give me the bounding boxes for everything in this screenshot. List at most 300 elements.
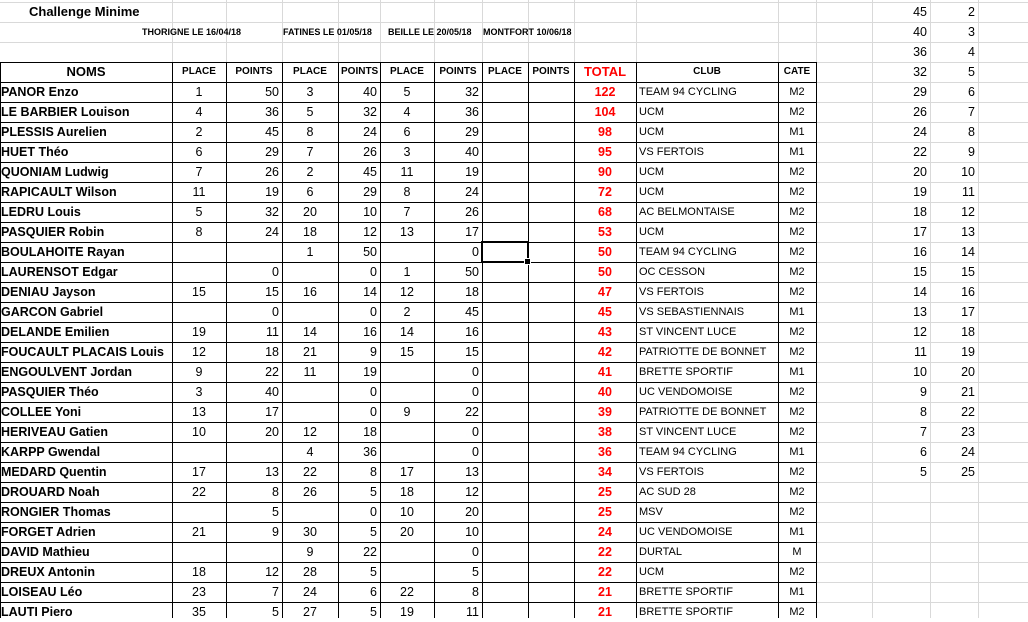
place-cell[interactable]: 9	[195, 365, 203, 379]
place-cell[interactable]: 6	[306, 185, 314, 199]
place-cell[interactable]	[482, 482, 528, 502]
points-cell[interactable]: 19	[363, 365, 377, 379]
points-cell[interactable]: 45	[363, 165, 377, 179]
total-cell[interactable]: 22	[598, 565, 612, 579]
name-cell[interactable]: DAVID Mathieu	[1, 545, 90, 559]
points-cell[interactable]: 9	[272, 525, 279, 539]
scale-place-cell[interactable]: 7	[968, 105, 975, 119]
points-cell[interactable]: 8	[370, 465, 377, 479]
cate-cell[interactable]: M2	[789, 106, 805, 118]
scale-points-cell[interactable]: 18	[913, 205, 927, 219]
scale-place-cell[interactable]: 20	[961, 365, 975, 379]
scale-points-cell[interactable]: 12	[913, 325, 927, 339]
place-cell[interactable]	[482, 502, 528, 522]
place-cell[interactable]	[172, 542, 226, 562]
scale-place-cell[interactable]: 21	[961, 385, 975, 399]
points-cell[interactable]: 24	[363, 125, 377, 139]
points-cell[interactable]	[528, 482, 574, 502]
points-cell[interactable]: 22	[265, 365, 279, 379]
points-cell[interactable]: 26	[265, 165, 279, 179]
scale-points-cell[interactable]: 11	[914, 345, 927, 359]
points-cell[interactable]: 12	[363, 225, 377, 239]
event-header[interactable]: THORIGNE LE 16/04/18	[142, 27, 242, 37]
points-cell[interactable]: 19	[265, 185, 279, 199]
points-cell[interactable]	[528, 82, 574, 102]
place-cell[interactable]: 12	[303, 425, 317, 439]
fill-handle[interactable]	[524, 258, 531, 265]
place-cell[interactable]	[380, 542, 434, 562]
points-cell[interactable]: 0	[472, 385, 479, 399]
place-cell[interactable]: 26	[303, 485, 317, 499]
place-cell[interactable]	[282, 402, 338, 422]
place-cell[interactable]	[380, 562, 434, 582]
cate-cell[interactable]: M2	[789, 506, 805, 518]
points-cell[interactable]: 0	[472, 445, 479, 459]
place-cell[interactable]	[482, 162, 528, 182]
points-cell[interactable]	[528, 522, 574, 542]
points-cell[interactable]	[528, 422, 574, 442]
points-cell[interactable]: 0	[472, 425, 479, 439]
place-cell[interactable]: 2	[306, 165, 314, 179]
name-cell[interactable]: LE BARBIER Louison	[1, 105, 130, 119]
place-cell[interactable]	[482, 282, 528, 302]
total-cell[interactable]: 45	[598, 305, 612, 319]
points-cell[interactable]: 20	[265, 425, 279, 439]
club-cell[interactable]: TEAM 94 CYCLING	[639, 246, 737, 258]
cate-cell[interactable]: M1	[789, 526, 805, 538]
club-cell[interactable]: VS FERTOIS	[639, 146, 705, 158]
scale-points-cell[interactable]: 14	[913, 285, 927, 299]
name-cell[interactable]: BOULAHOITE Rayan	[1, 245, 125, 259]
scale-place-cell[interactable]: 18	[961, 325, 975, 339]
header-cate[interactable]: CATE	[783, 66, 811, 77]
place-cell[interactable]: 12	[400, 285, 414, 299]
points-cell[interactable]: 15	[465, 345, 479, 359]
name-cell[interactable]: ENGOULVENT Jordan	[1, 365, 133, 379]
scale-place-cell[interactable]: 17	[961, 305, 975, 319]
points-cell[interactable]: 45	[265, 125, 279, 139]
points-cell[interactable]: 0	[272, 265, 279, 279]
place-cell[interactable]	[482, 82, 528, 102]
points-cell[interactable]: 17	[465, 225, 479, 239]
place-cell[interactable]	[380, 442, 434, 462]
event-header[interactable]: BEILLE LE 20/05/18	[388, 27, 472, 37]
points-cell[interactable]: 36	[465, 105, 479, 119]
points-cell[interactable]: 18	[363, 425, 377, 439]
points-cell[interactable]: 50	[465, 265, 479, 279]
points-cell[interactable]: 12	[465, 485, 479, 499]
name-cell[interactable]: HERIVEAU Gatien	[1, 425, 108, 439]
place-cell[interactable]: 9	[306, 545, 314, 559]
club-cell[interactable]: UCM	[639, 186, 665, 198]
points-cell[interactable]	[528, 242, 574, 262]
points-cell[interactable]	[528, 262, 574, 282]
club-cell[interactable]: UCM	[639, 106, 665, 118]
points-cell[interactable]: 7	[272, 585, 279, 599]
points-cell[interactable]: 8	[272, 485, 279, 499]
scale-place-cell[interactable]: 4	[968, 45, 975, 59]
cate-cell[interactable]: M2	[789, 566, 805, 578]
place-cell[interactable]: 7	[403, 205, 411, 219]
scale-points-cell[interactable]: 5	[920, 465, 927, 479]
place-cell[interactable]	[282, 262, 338, 282]
points-cell[interactable]: 13	[265, 465, 279, 479]
points-cell[interactable]	[226, 242, 282, 262]
place-cell[interactable]: 22	[303, 465, 317, 479]
name-cell[interactable]: KARPP Gwendal	[1, 445, 101, 459]
place-cell[interactable]	[482, 422, 528, 442]
club-cell[interactable]: UC VENDOMOISE	[639, 526, 733, 538]
name-cell[interactable]: LEDRU Louis	[1, 205, 81, 219]
scale-place-cell[interactable]: 3	[968, 25, 975, 39]
place-cell[interactable]: 18	[192, 565, 206, 579]
total-cell[interactable]: 39	[598, 405, 612, 419]
club-cell[interactable]: UCM	[639, 566, 665, 578]
place-cell[interactable]	[282, 302, 338, 322]
points-cell[interactable]: 0	[472, 245, 479, 259]
points-cell[interactable]: 8	[472, 585, 479, 599]
points-cell[interactable]: 0	[370, 265, 377, 279]
place-cell[interactable]: 3	[195, 385, 203, 399]
place-cell[interactable]: 8	[195, 225, 203, 239]
points-cell[interactable]: 5	[272, 605, 279, 619]
place-cell[interactable]: 14	[303, 325, 317, 339]
scale-place-cell[interactable]: 14	[961, 245, 975, 259]
name-cell[interactable]: COLLEE Yoni	[1, 405, 82, 419]
place-cell[interactable]	[172, 242, 226, 262]
points-cell[interactable]	[528, 182, 574, 202]
place-cell[interactable]	[282, 382, 338, 402]
scale-points-cell[interactable]: 20	[913, 165, 927, 179]
club-cell[interactable]: DURTAL	[639, 546, 682, 558]
scale-place-cell[interactable]: 12	[961, 205, 975, 219]
place-cell[interactable]: 1	[403, 265, 411, 279]
name-cell[interactable]: GARCON Gabriel	[1, 305, 104, 319]
points-cell[interactable]: 5	[272, 505, 279, 519]
place-cell[interactable]: 21	[303, 345, 317, 359]
points-cell[interactable]	[528, 342, 574, 362]
header-place-2[interactable]: PLACE	[293, 66, 327, 77]
club-cell[interactable]: ST VINCENT LUCE	[639, 326, 737, 338]
points-cell[interactable]: 40	[465, 145, 479, 159]
place-cell[interactable]: 10	[400, 505, 414, 519]
place-cell[interactable]	[380, 242, 434, 262]
place-cell[interactable]: 15	[400, 345, 414, 359]
scale-place-cell[interactable]: 24	[961, 445, 975, 459]
club-cell[interactable]: MSV	[639, 506, 663, 518]
header-points-3[interactable]: POINTS	[439, 66, 477, 77]
place-cell[interactable]	[172, 302, 226, 322]
cate-cell[interactable]: M2	[789, 206, 805, 218]
place-cell[interactable]: 12	[192, 345, 206, 359]
event-header[interactable]: MONTFORT 10/06/18	[483, 27, 572, 37]
points-cell[interactable]: 18	[465, 285, 479, 299]
cate-cell[interactable]: M2	[789, 326, 805, 338]
place-cell[interactable]	[380, 362, 434, 382]
cate-cell[interactable]: M2	[789, 246, 805, 258]
place-cell[interactable]	[482, 522, 528, 542]
cate-cell[interactable]: M1	[789, 146, 805, 158]
points-cell[interactable]: 15	[265, 285, 279, 299]
place-cell[interactable]: 5	[195, 205, 203, 219]
cate-cell[interactable]: M1	[789, 126, 805, 138]
place-cell[interactable]: 20	[303, 205, 317, 219]
cate-cell[interactable]: M1	[789, 366, 805, 378]
name-cell[interactable]: DELANDE Emilien	[1, 325, 110, 339]
cate-cell[interactable]: M	[792, 546, 802, 558]
header-place-1[interactable]: PLACE	[182, 66, 216, 77]
points-cell[interactable]: 0	[370, 385, 377, 399]
name-cell[interactable]: RAPICAULT Wilson	[1, 185, 117, 199]
club-cell[interactable]: BRETTE SPORTIF	[639, 586, 733, 598]
place-cell[interactable]	[482, 562, 528, 582]
scale-points-cell[interactable]: 24	[913, 125, 927, 139]
total-cell[interactable]: 22	[598, 545, 612, 559]
place-cell[interactable]: 13	[192, 405, 206, 419]
cate-cell[interactable]: M1	[789, 446, 805, 458]
place-cell[interactable]: 3	[306, 85, 314, 99]
place-cell[interactable]: 4	[195, 105, 203, 119]
points-cell[interactable]: 40	[265, 385, 279, 399]
scale-points-cell[interactable]: 9	[920, 385, 927, 399]
place-cell[interactable]	[482, 382, 528, 402]
points-cell[interactable]: 32	[465, 85, 479, 99]
points-cell[interactable]: 45	[465, 305, 479, 319]
club-cell[interactable]: AC SUD 28	[639, 486, 696, 498]
scale-points-cell[interactable]: 45	[913, 5, 927, 19]
cate-cell[interactable]: M2	[789, 486, 805, 498]
points-cell[interactable]: 5	[370, 605, 377, 619]
points-cell[interactable]	[528, 562, 574, 582]
points-cell[interactable]	[528, 542, 574, 562]
name-cell[interactable]: HUET Théo	[1, 145, 69, 159]
total-cell[interactable]: 68	[598, 205, 612, 219]
club-cell[interactable]: VS SEBASTIENNAIS	[639, 306, 745, 318]
place-cell[interactable]	[172, 442, 226, 462]
points-cell[interactable]: 36	[363, 445, 377, 459]
points-cell[interactable]: 14	[363, 285, 377, 299]
points-cell[interactable]	[528, 162, 574, 182]
header-total[interactable]: TOTAL	[583, 64, 627, 79]
name-cell[interactable]: DENIAU Jayson	[1, 285, 96, 299]
total-cell[interactable]: 72	[598, 185, 612, 199]
scale-points-cell[interactable]: 29	[913, 85, 927, 99]
place-cell[interactable]: 11	[192, 185, 206, 199]
points-cell[interactable]: 50	[363, 245, 377, 259]
scale-points-cell[interactable]: 36	[913, 45, 927, 59]
cate-cell[interactable]: M2	[789, 226, 805, 238]
points-cell[interactable]: 18	[265, 345, 279, 359]
place-cell[interactable]: 22	[400, 585, 414, 599]
points-cell[interactable]: 24	[465, 185, 479, 199]
scale-points-cell[interactable]: 6	[920, 445, 927, 459]
scale-points-cell[interactable]: 13	[913, 305, 927, 319]
name-cell[interactable]: PANOR Enzo	[1, 85, 79, 99]
points-cell[interactable]: 0	[472, 545, 479, 559]
total-cell[interactable]: 50	[598, 265, 612, 279]
place-cell[interactable]: 21	[192, 525, 206, 539]
total-cell[interactable]: 50	[598, 245, 612, 259]
place-cell[interactable]: 6	[195, 145, 203, 159]
place-cell[interactable]: 4	[306, 445, 314, 459]
points-cell[interactable]: 11	[466, 605, 479, 619]
points-cell[interactable]: 36	[265, 105, 279, 119]
points-cell[interactable]: 11	[266, 325, 279, 339]
place-cell[interactable]: 8	[306, 125, 314, 139]
place-cell[interactable]: 1	[306, 245, 314, 259]
place-cell[interactable]	[482, 102, 528, 122]
points-cell[interactable]: 0	[472, 365, 479, 379]
place-cell[interactable]: 7	[195, 165, 203, 179]
scale-place-cell[interactable]: 11	[962, 185, 975, 199]
place-cell[interactable]: 4	[403, 105, 411, 119]
club-cell[interactable]: BRETTE SPORTIF	[639, 606, 733, 618]
place-cell[interactable]: 20	[400, 525, 414, 539]
place-cell[interactable]: 18	[303, 225, 317, 239]
place-cell[interactable]: 16	[303, 285, 317, 299]
name-cell[interactable]: PASQUIER Robin	[1, 225, 105, 239]
place-cell[interactable]	[482, 602, 528, 622]
place-cell[interactable]: 30	[303, 525, 317, 539]
name-cell[interactable]: FORGET Adrien	[1, 525, 96, 539]
place-cell[interactable]	[482, 142, 528, 162]
total-cell[interactable]: 98	[598, 125, 612, 139]
scale-place-cell[interactable]: 23	[961, 425, 975, 439]
points-cell[interactable]: 0	[370, 505, 377, 519]
scale-place-cell[interactable]: 2	[968, 5, 975, 19]
place-cell[interactable]	[482, 202, 528, 222]
place-cell[interactable]: 7	[306, 145, 314, 159]
points-cell[interactable]	[528, 442, 574, 462]
scale-points-cell[interactable]: 32	[913, 65, 927, 79]
club-cell[interactable]: TEAM 94 CYCLING	[639, 86, 737, 98]
place-cell[interactable]	[482, 442, 528, 462]
place-cell[interactable]: 19	[400, 605, 414, 619]
points-cell[interactable]: 0	[272, 305, 279, 319]
place-cell[interactable]: 6	[403, 125, 411, 139]
total-cell[interactable]: 40	[598, 385, 612, 399]
club-cell[interactable]: PATRIOTTE DE BONNET	[639, 406, 767, 418]
place-cell[interactable]: 2	[195, 125, 203, 139]
total-cell[interactable]: 122	[594, 85, 616, 99]
points-cell[interactable]	[528, 142, 574, 162]
total-cell[interactable]: 21	[598, 605, 612, 619]
points-cell[interactable]: 40	[363, 85, 377, 99]
cate-cell[interactable]: M2	[789, 426, 805, 438]
points-cell[interactable]	[528, 402, 574, 422]
scale-place-cell[interactable]: 5	[968, 65, 975, 79]
place-cell[interactable]	[282, 502, 338, 522]
scale-points-cell[interactable]: 40	[913, 25, 927, 39]
place-cell[interactable]: 18	[400, 485, 414, 499]
place-cell[interactable]: 2	[403, 305, 411, 319]
points-cell[interactable]: 22	[465, 405, 479, 419]
header-points-4[interactable]: POINTS	[532, 66, 570, 77]
name-cell[interactable]: RONGIER Thomas	[1, 505, 111, 519]
total-cell[interactable]: 34	[598, 465, 612, 479]
place-cell[interactable]: 35	[192, 605, 206, 619]
points-cell[interactable]: 10	[465, 525, 479, 539]
points-cell[interactable]: 5	[370, 565, 377, 579]
place-cell[interactable]: 15	[192, 285, 206, 299]
scale-place-cell[interactable]: 15	[961, 265, 975, 279]
club-cell[interactable]: OC CESSON	[639, 266, 706, 278]
total-cell[interactable]: 24	[598, 525, 612, 539]
points-cell[interactable]: 17	[265, 405, 279, 419]
place-cell[interactable]: 23	[192, 585, 206, 599]
total-cell[interactable]: 21	[598, 585, 612, 599]
scale-place-cell[interactable]: 22	[961, 405, 975, 419]
name-cell[interactable]: FOUCAULT PLACAIS Louis	[1, 345, 164, 359]
points-cell[interactable]	[528, 322, 574, 342]
place-cell[interactable]	[482, 302, 528, 322]
scale-points-cell[interactable]: 26	[913, 105, 927, 119]
event-header[interactable]: FATINES LE 01/05/18	[283, 27, 372, 37]
cate-cell[interactable]: M2	[789, 186, 805, 198]
scale-points-cell[interactable]: 17	[913, 225, 927, 239]
place-cell[interactable]	[482, 462, 528, 482]
scale-points-cell[interactable]: 10	[913, 365, 927, 379]
name-cell[interactable]: LOISEAU Léo	[1, 585, 83, 599]
name-cell[interactable]: DROUARD Noah	[1, 485, 100, 499]
points-cell[interactable]	[528, 602, 574, 622]
points-cell[interactable]	[226, 442, 282, 462]
name-cell[interactable]: PASQUIER Théo	[1, 385, 99, 399]
points-cell[interactable]: 5	[370, 485, 377, 499]
place-cell[interactable]: 28	[303, 565, 317, 579]
place-cell[interactable]: 17	[192, 465, 206, 479]
place-cell[interactable]: 10	[192, 425, 206, 439]
place-cell[interactable]	[380, 382, 434, 402]
name-cell[interactable]: MEDARD Quentin	[1, 465, 107, 479]
place-cell[interactable]	[482, 122, 528, 142]
total-cell[interactable]: 53	[598, 225, 612, 239]
place-cell[interactable]: 3	[403, 145, 411, 159]
points-cell[interactable]	[528, 102, 574, 122]
scale-place-cell[interactable]: 19	[961, 345, 975, 359]
scale-place-cell[interactable]: 9	[968, 145, 975, 159]
place-cell[interactable]: 17	[400, 465, 414, 479]
total-cell[interactable]: 25	[598, 505, 612, 519]
club-cell[interactable]: UCM	[639, 166, 665, 178]
points-cell[interactable]: 13	[465, 465, 479, 479]
points-cell[interactable]: 10	[363, 205, 377, 219]
club-cell[interactable]: UCM	[639, 226, 665, 238]
header-noms[interactable]: NOMS	[66, 64, 106, 79]
place-cell[interactable]	[482, 582, 528, 602]
cate-cell[interactable]: M2	[789, 386, 805, 398]
place-cell[interactable]: 11	[303, 365, 317, 379]
active-cell-selection[interactable]	[481, 241, 529, 263]
points-cell[interactable]: 32	[265, 205, 279, 219]
place-cell[interactable]: 24	[303, 585, 317, 599]
place-cell[interactable]: 27	[303, 605, 317, 619]
points-cell[interactable]: 9	[370, 345, 377, 359]
place-cell[interactable]	[482, 402, 528, 422]
points-cell[interactable]: 22	[363, 545, 377, 559]
name-cell[interactable]: DREUX Antonin	[1, 565, 95, 579]
points-cell[interactable]: 32	[363, 105, 377, 119]
header-points-2[interactable]: POINTS	[341, 66, 379, 77]
club-cell[interactable]: UCM	[639, 126, 665, 138]
scale-place-cell[interactable]: 8	[968, 125, 975, 139]
club-cell[interactable]: VS FERTOIS	[639, 286, 705, 298]
place-cell[interactable]	[172, 262, 226, 282]
place-cell[interactable]	[482, 262, 528, 282]
club-cell[interactable]: PATRIOTTE DE BONNET	[639, 346, 767, 358]
scale-place-cell[interactable]: 25	[961, 465, 975, 479]
sheet-title[interactable]: Challenge Minime	[29, 4, 140, 19]
